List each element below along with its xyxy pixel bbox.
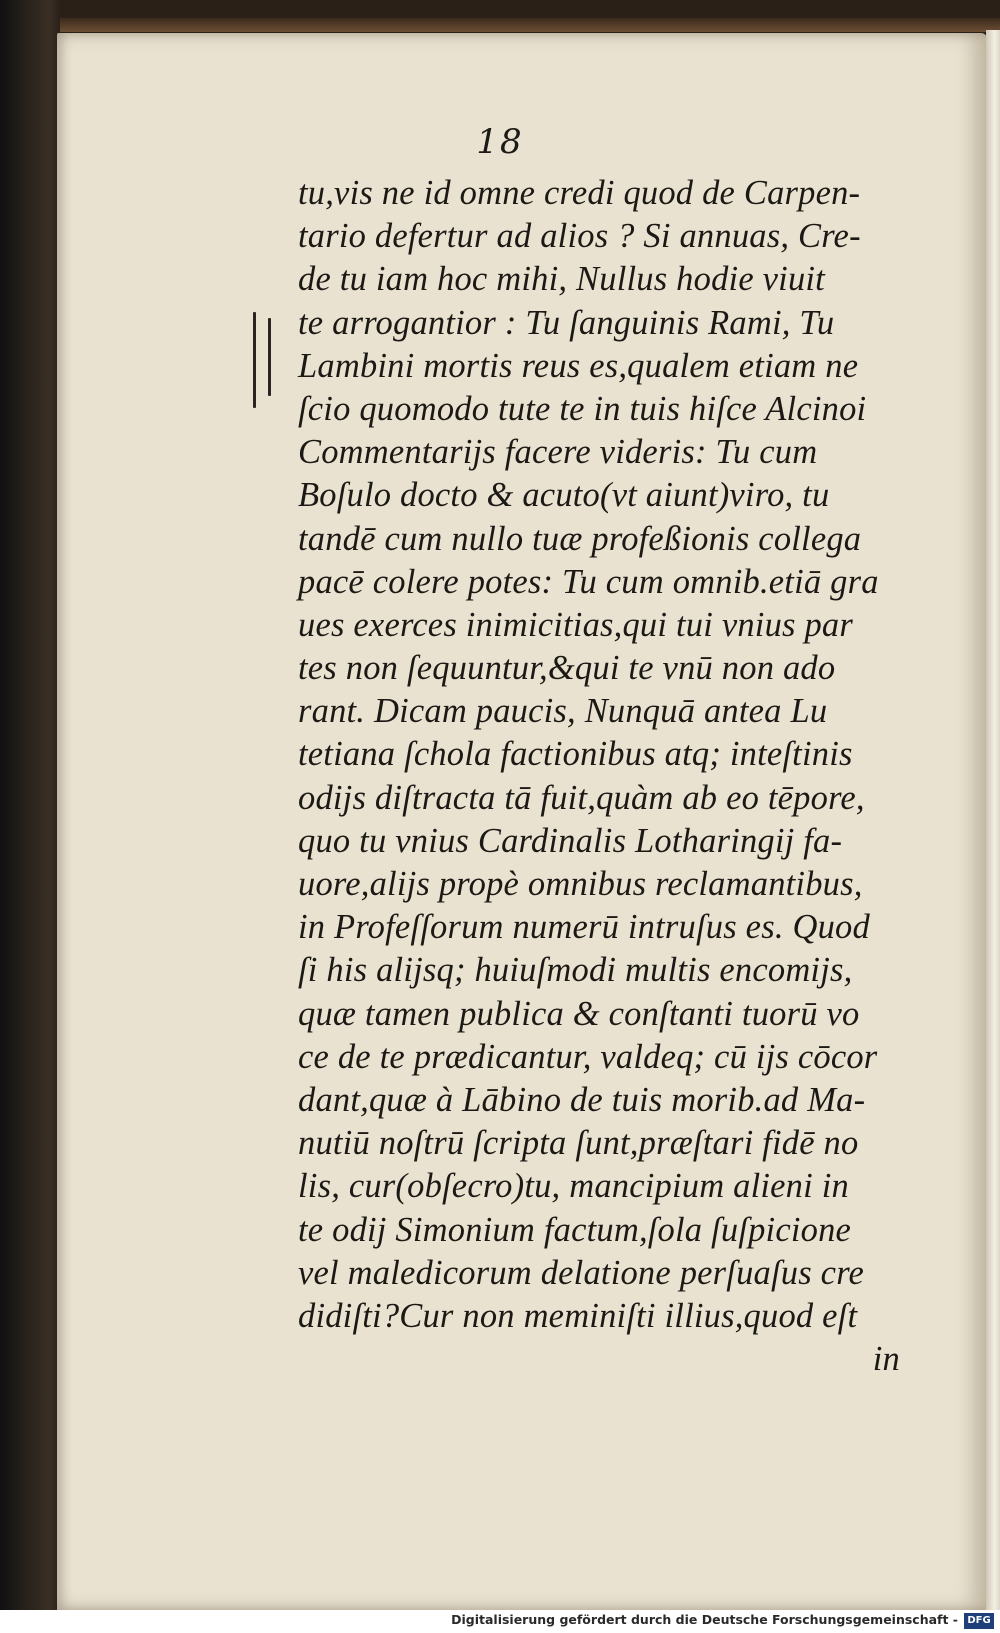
page-top-edge <box>60 18 1000 32</box>
text-line: ce de te prædicantur, valdeq; cū ijs cōcor <box>298 1037 878 1076</box>
text-line: ſcio quomodo tute te in tuis hiſce Alcinoi <box>298 389 867 428</box>
text-line: te odij Simonium factum,ſola ſuſpicione <box>298 1210 852 1249</box>
text-line: Boſulo docto & acuto(vt aiunt)viro, tu <box>298 476 830 515</box>
text-line: didiſti?Cur non meminiſti illius,quod eſt <box>298 1296 858 1335</box>
page-fore-edge <box>986 30 1000 1610</box>
text-line: lis, cur(obſecro)tu, mancipium alieni in <box>298 1167 849 1206</box>
text-line: tandē cum nullo tuæ profeßionis collega <box>298 519 862 558</box>
dfg-logo: DFG <box>964 1613 994 1629</box>
text-line: tu,vis ne id omne credi quod de Carpen- <box>298 174 861 212</box>
text-line: ſi his alijsq; huiuſmodi multis encomijs, <box>298 951 853 990</box>
text-line: odijs diſtracta tā fuit,quàm ab eo tēpore, <box>298 778 865 817</box>
text-line: rant. Dicam paucis, Nunquā antea Lu <box>298 692 828 731</box>
digitization-credit: Digitalisierung gefördert durch die Deutsche Forschungsgemeinschaft - <box>451 1612 958 1627</box>
text-line: dant,quæ à Lābino de tuis morib.ad Ma- <box>298 1080 866 1119</box>
margin-mark <box>253 312 256 408</box>
text-line: tario defertur ad alios ? Si annuas, Cre- <box>298 217 861 256</box>
text-line: de tu iam hoc mihi, Nullus hodie viuit <box>298 260 825 299</box>
text-line: in Profeſſorum numerū intruſus es. Quod <box>298 908 870 947</box>
text-line: quæ tamen publica & conſtanti tuorū vo <box>298 994 860 1033</box>
body-text <box>298 172 908 1381</box>
margin-mark <box>268 318 271 396</box>
text-line: tes non ſequuntur,&qui te vnū non ado <box>298 649 836 688</box>
text-line: te arrogantior : Tu ſanguinis Rami, Tu <box>298 303 835 342</box>
catchword: in <box>872 1340 900 1379</box>
text-line: quo tu vnius Cardinalis Lotharingij fa- <box>298 821 843 860</box>
text-line: Commentarijs facere videris: Tu cum <box>298 433 818 472</box>
text-line: tetiana ſchola factionibus atq; inteſtinis <box>298 735 853 774</box>
text-line: ues exerces inimicitias,qui tui vnius par <box>298 605 853 644</box>
text-line: uore,alijs propè omnibus reclamantibus, <box>298 865 863 903</box>
text-line: pacē colere potes: Tu cum omnib.etiā gra <box>298 562 879 601</box>
text-line: vel maledicorum delatione perſuaſus cre <box>298 1253 865 1292</box>
page-number: 18 <box>476 122 524 162</box>
text-line: nutiū noſtrū ſcripta ſunt,præſtari fidē no <box>298 1124 859 1163</box>
text-line: Lambini mortis reus es,qualem etiam ne <box>298 346 859 385</box>
